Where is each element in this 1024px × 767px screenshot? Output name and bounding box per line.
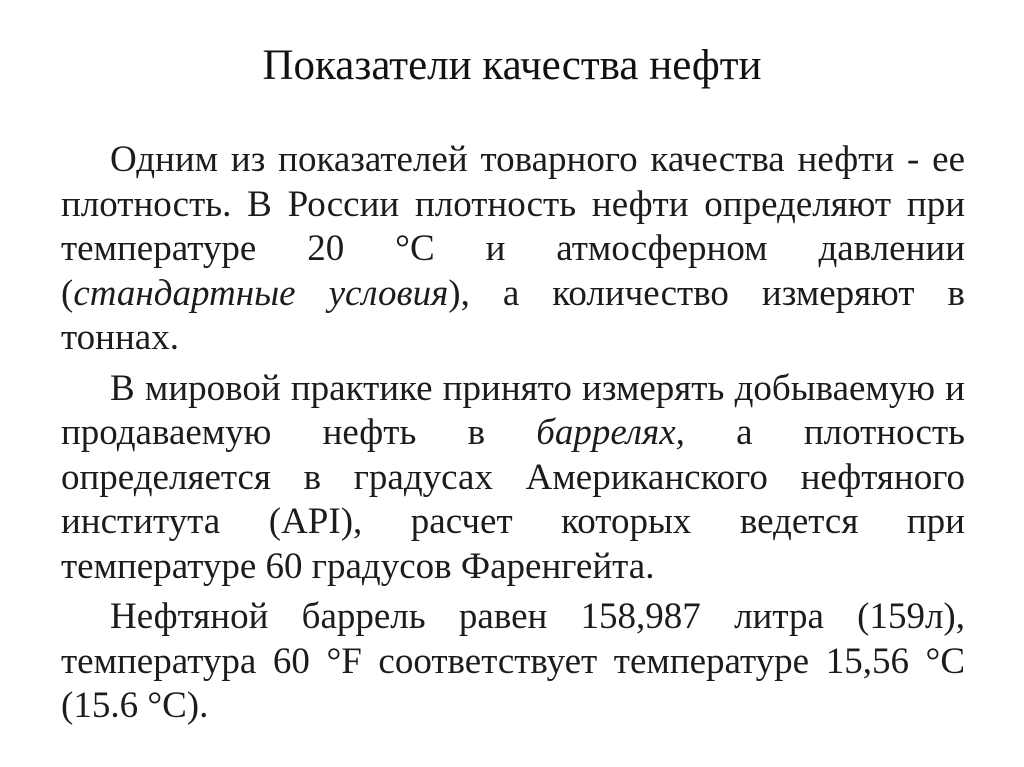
paragraph-1-text-end: ), а количество измеряют в тоннах.: [61, 272, 965, 358]
paragraph-density-russia: [61, 138, 965, 361]
paragraph-2-text: В мировой практике принято измерять добываемую и продаваемую нефть в: [61, 367, 965, 453]
paragraph-1-text: Одним из показателей товарного качества нефти - ее плотность. В России плотность нефти определяют при температуре 20 °С и атмосферном давлении (: [61, 139, 965, 314]
paragraph-2-text-end: а плотность определяется в градусах Американского нефтяного института (API), расчет которых ведется при температуре 60 градусов Фаренгейта.: [61, 412, 965, 587]
slide-title: Показатели качества нефти: [262, 42, 762, 89]
paragraph-2-italic-term: баррелях,: [536, 412, 685, 453]
paragraph-barrel-definition: Нефтяной баррель равен 158,987 литра (159л), температура 60 °F соответствует температуре 15,56 °С (15.6 °С).: [61, 596, 965, 726]
slide-body: [61, 138, 965, 735]
paragraph-world-practice: [61, 367, 965, 590]
paragraph-1-italic-term: стандартные условия: [73, 272, 449, 314]
